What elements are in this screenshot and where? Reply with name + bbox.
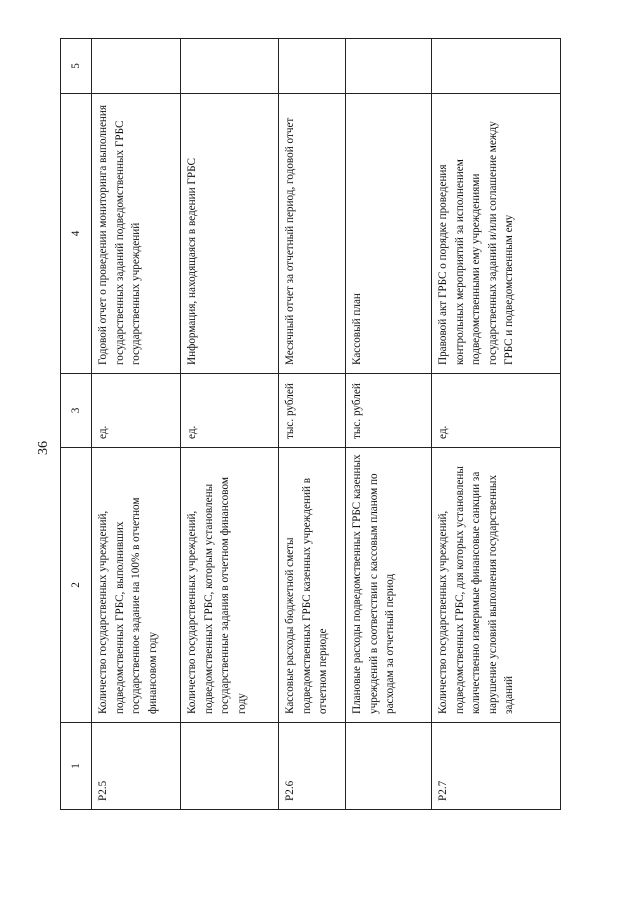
row-source: Кассовый план — [346, 94, 432, 374]
row-unit: ед. — [92, 374, 181, 448]
row-indicator: Количество государственных учреждений, подведомственных ГРБС, для которых установлены количественно измеримые финансовые санкции за нарушение условий выполнения государственных заданий — [432, 448, 561, 723]
row-indicator: Количество государственных учреждений, подведомственных ГРБС, которым установлены государственные задания в отчетном финансовом году — [181, 448, 279, 723]
header-col-1: 1 — [61, 723, 92, 810]
row-unit: тыс. рублей — [279, 374, 346, 448]
row-code: Р2.6 — [279, 723, 346, 810]
table-row — [432, 39, 561, 810]
header-row — [61, 39, 92, 810]
table-row — [92, 39, 181, 810]
header-col-5: 5 — [61, 39, 92, 94]
row-note — [92, 39, 181, 94]
row-source: Правовой акт ГРБС о порядке проведения контрольных мероприятий за исполнением подведомственными ему учреждениями государственных заданий и/или соглашение между ГРБС и подведомственным ему — [432, 94, 561, 374]
row-code: Р2.7 — [432, 723, 561, 810]
row-indicator: Кассовые расходы бюджетной сметы подведомственных ГРБС казенных учреждений в отчетном периоде — [279, 448, 346, 723]
table-row — [279, 39, 346, 810]
row-note — [346, 39, 432, 94]
row-indicator: Плановые расходы подведомственных ГРБС казенных учреждений в соответствии с кассовым планом по расходам за отчетный период — [346, 448, 432, 723]
header-col-4: 4 — [61, 94, 92, 374]
row-code — [181, 723, 279, 810]
row-note — [432, 39, 561, 94]
row-unit: ед. — [432, 374, 561, 448]
row-note — [279, 39, 346, 94]
row-unit: тыс. рублей — [346, 374, 432, 448]
indicator-table — [60, 38, 561, 810]
table-row — [181, 39, 279, 810]
header-col-2: 2 — [61, 448, 92, 723]
row-source: Месячный отчет за отчетный период, годовой отчет — [279, 94, 346, 374]
row-source: Информация, находящаяся в ведении ГРБС — [181, 94, 279, 374]
row-code: Р2.5 — [92, 723, 181, 810]
row-unit: ед. — [181, 374, 279, 448]
row-note — [181, 39, 279, 94]
table-row — [346, 39, 432, 810]
row-source: Годовой отчет о проведении мониторинга выполнения государственных заданий подведомственных ГРБС государственных учреждений — [92, 94, 181, 374]
header-col-3: 3 — [61, 374, 92, 448]
row-indicator: Количество государственных учреждений, подведомственных ГРБС, выполнивших государственное задание на 100% в отчетном финансовом году — [92, 448, 181, 723]
page-number: 36 — [36, 441, 51, 455]
row-code — [346, 723, 432, 810]
